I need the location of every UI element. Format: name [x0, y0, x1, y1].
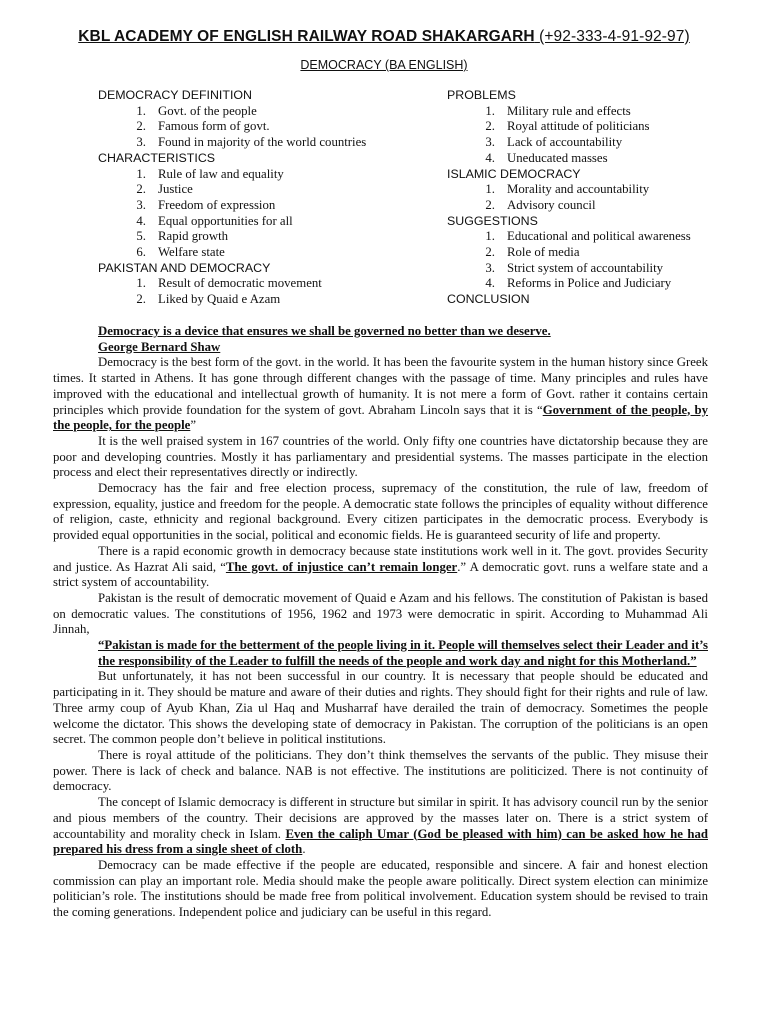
list-item: 2. Famous form of govt. [136, 119, 270, 134]
list-item: 6. Welfare state [136, 245, 225, 260]
list-item: 4. Equal opportunities for all [136, 213, 293, 228]
suggestions-list [447, 229, 747, 292]
lincoln-quote: Government of the people, by the people, for the people [53, 402, 708, 433]
characteristics-list [98, 167, 398, 261]
list-item: 1. Educational and political awareness [485, 229, 691, 244]
outline-left [98, 88, 398, 308]
paragraph: Pakistan is the result of democratic movement of Quaid e Azam and his fellows. The constitution of Pakistan is based on democratic values. The constitutions of 1956, 1962 and 1973 were democratic in spirit. According to Muhammad Ali Jinnah, [53, 590, 708, 637]
list-item: 2. Advisory council [485, 197, 596, 212]
section-heading-pakistan: PAKISTAN AND DEMOCRACY [98, 260, 271, 275]
section-heading-islamic: ISLAMIC DEMOCRACY [447, 166, 581, 181]
list-item: 3. Strict system of accountability [485, 260, 664, 275]
list-item: 3. Freedom of expression [136, 197, 276, 212]
list-item: 4. Uneducated masses [485, 150, 608, 165]
islamic-list [447, 182, 747, 213]
hazrat-ali-quote: The govt. of injustice can’t remain longer [225, 559, 458, 574]
list-item: 5. Rapid growth [136, 229, 229, 244]
page-subtitle: DEMOCRACY (BA ENGLISH) [300, 58, 468, 72]
paragraph: There is a rapid economic growth in democracy because state institutions work well in it. The govt. provides Security and justice. As Hazrat Ali said, “The govt. of injustice can’t remain longer.” A democratic govt. runs a welfare state and a strict system of accountability. [53, 543, 708, 590]
opening-quote: Democracy is a device that ensures we shall be governed no better than we deserve. [98, 324, 551, 338]
section-heading-suggestions: SUGGESTIONS [447, 213, 538, 228]
title-text: KBL ACADEMY OF ENGLISH RAILWAY ROAD SHAKARGARH [78, 28, 535, 45]
essay-body [53, 324, 708, 921]
paragraph: Democracy can be made effective if the people are educated, responsible and sincere. A fair and honest election commission can play an important role. Media should make the people aware politically. Direct system election can minimize politician’s role. The institutions should be made free from political involvement. Education system should be revised to train the coming generations. Independent police and judiciary can be useful in this regard. [53, 857, 708, 920]
list-item: 1. Govt. of the people [136, 103, 257, 118]
list-item: 3. Lack of accountability [485, 135, 623, 150]
paragraph: Democracy is the best form of the govt. in the world. It has been the favourite system in the human history since Greek times. It started in Athens. It has gone through different changes with the passage of time. Many principles and rules have improved with the educational and intellectual growth of humanity. It is not mere a form of Govt. rather it contains certain principles which provide foundation for the system of govt. Abraham Lincoln says that it is “Government of the people, by the people, for the people” [53, 355, 708, 433]
list-item: 2. Liked by Quaid e Azam [136, 292, 281, 307]
paragraph: Democracy has the fair and free election process, supremacy of the constitution, the rule of law, freedom of expression, equality, justice and freedom for the people. A democratic state follows the principles of equality without difference of religion, caste, ethnicity and regional background. Every citizen participates in the democratic process. Everybody is provided equal opportunities in the social, political and economic fields. He is guaranteed security of life and property. [53, 481, 708, 543]
quote-author: George Bernard Shaw [98, 339, 221, 354]
pakistan-list [98, 276, 398, 307]
paragraph: It is the well praised system in 167 countries of the world. Only fifty one countries have dictatorship because they are poor and developing countries. Mostly it has parliamentary and presidential systems. The masses participate in the election process and elect their representatives directly or indirectly. [53, 433, 708, 480]
list-item: 3. Found in majority of the world countries [136, 135, 367, 150]
list-item: 2. Justice [136, 182, 193, 197]
list-item: 1. Morality and accountability [485, 182, 650, 197]
caliph-umar-quote: Even the caliph Umar (God be pleased with him) can be asked how he had prepared his dress from a single sheet of cloth [53, 826, 708, 857]
list-item: 4. Reforms in Police and Judiciary [485, 276, 672, 291]
section-heading-definition: DEMOCRACY DEFINITION [98, 88, 252, 102]
list-item: 1. Military rule and effects [485, 103, 631, 118]
list-item: 2. Royal attitude of politicians [485, 119, 650, 134]
list-item: 1. Result of democratic movement [136, 276, 322, 291]
section-heading-problems: PROBLEMS [447, 88, 516, 102]
problems-list [447, 104, 747, 167]
paragraph: But unfortunately, it has not been successful in our country. It is necessary that people should be educated and participating in it. They should be mature and aware of their duties and rights. They should fight for their rights and rule of law. Three army coup of Ayub Khan, Zia ul Haq and Musharraf have derailed the train of democracy. Sometimes the people welcome the dictator. This shows the developing state of democracy in Pakistan. The corruption of the politicians is an open secret. The common people don’t believe in political institutions. [53, 669, 708, 747]
list-item: 1. Rule of law and equality [136, 166, 284, 181]
phone-number: (+92-333-4-91-92-97) [539, 28, 690, 45]
section-heading-characteristics: CHARACTERISTICS [98, 150, 216, 165]
paragraph: There is royal attitude of the politicians. They don’t think themselves the servants of the public. They misuse their power. There is lack of check and balance. NAB is not effective. The institutions are politicized. There is not continuity of democracy. [53, 747, 708, 794]
list-item: 2. Role of media [485, 245, 580, 260]
paragraph: The concept of Islamic democracy is different in structure but similar in spirit. It has advisory council run by the senior and pious members of the country. Their decisions are approved by the masses later on. There is a strict system of accountability and morality check in Islam. Even the caliph Umar (God be pleased with him) can be asked how he had prepared his dress from a single sheet of cloth. [53, 795, 708, 857]
jinnah-quote: “Pakistan is made for the betterment of the people living in it. People will themselves select their Leader and it’s the responsibility of the Leader to fulfill the needs of the people and work day and night for this Motherland.” [98, 638, 708, 668]
page-title [0, 28, 768, 46]
section-heading-conclusion: CONCLUSION [447, 292, 530, 307]
outline-right [447, 88, 747, 308]
definition-list [98, 104, 398, 151]
